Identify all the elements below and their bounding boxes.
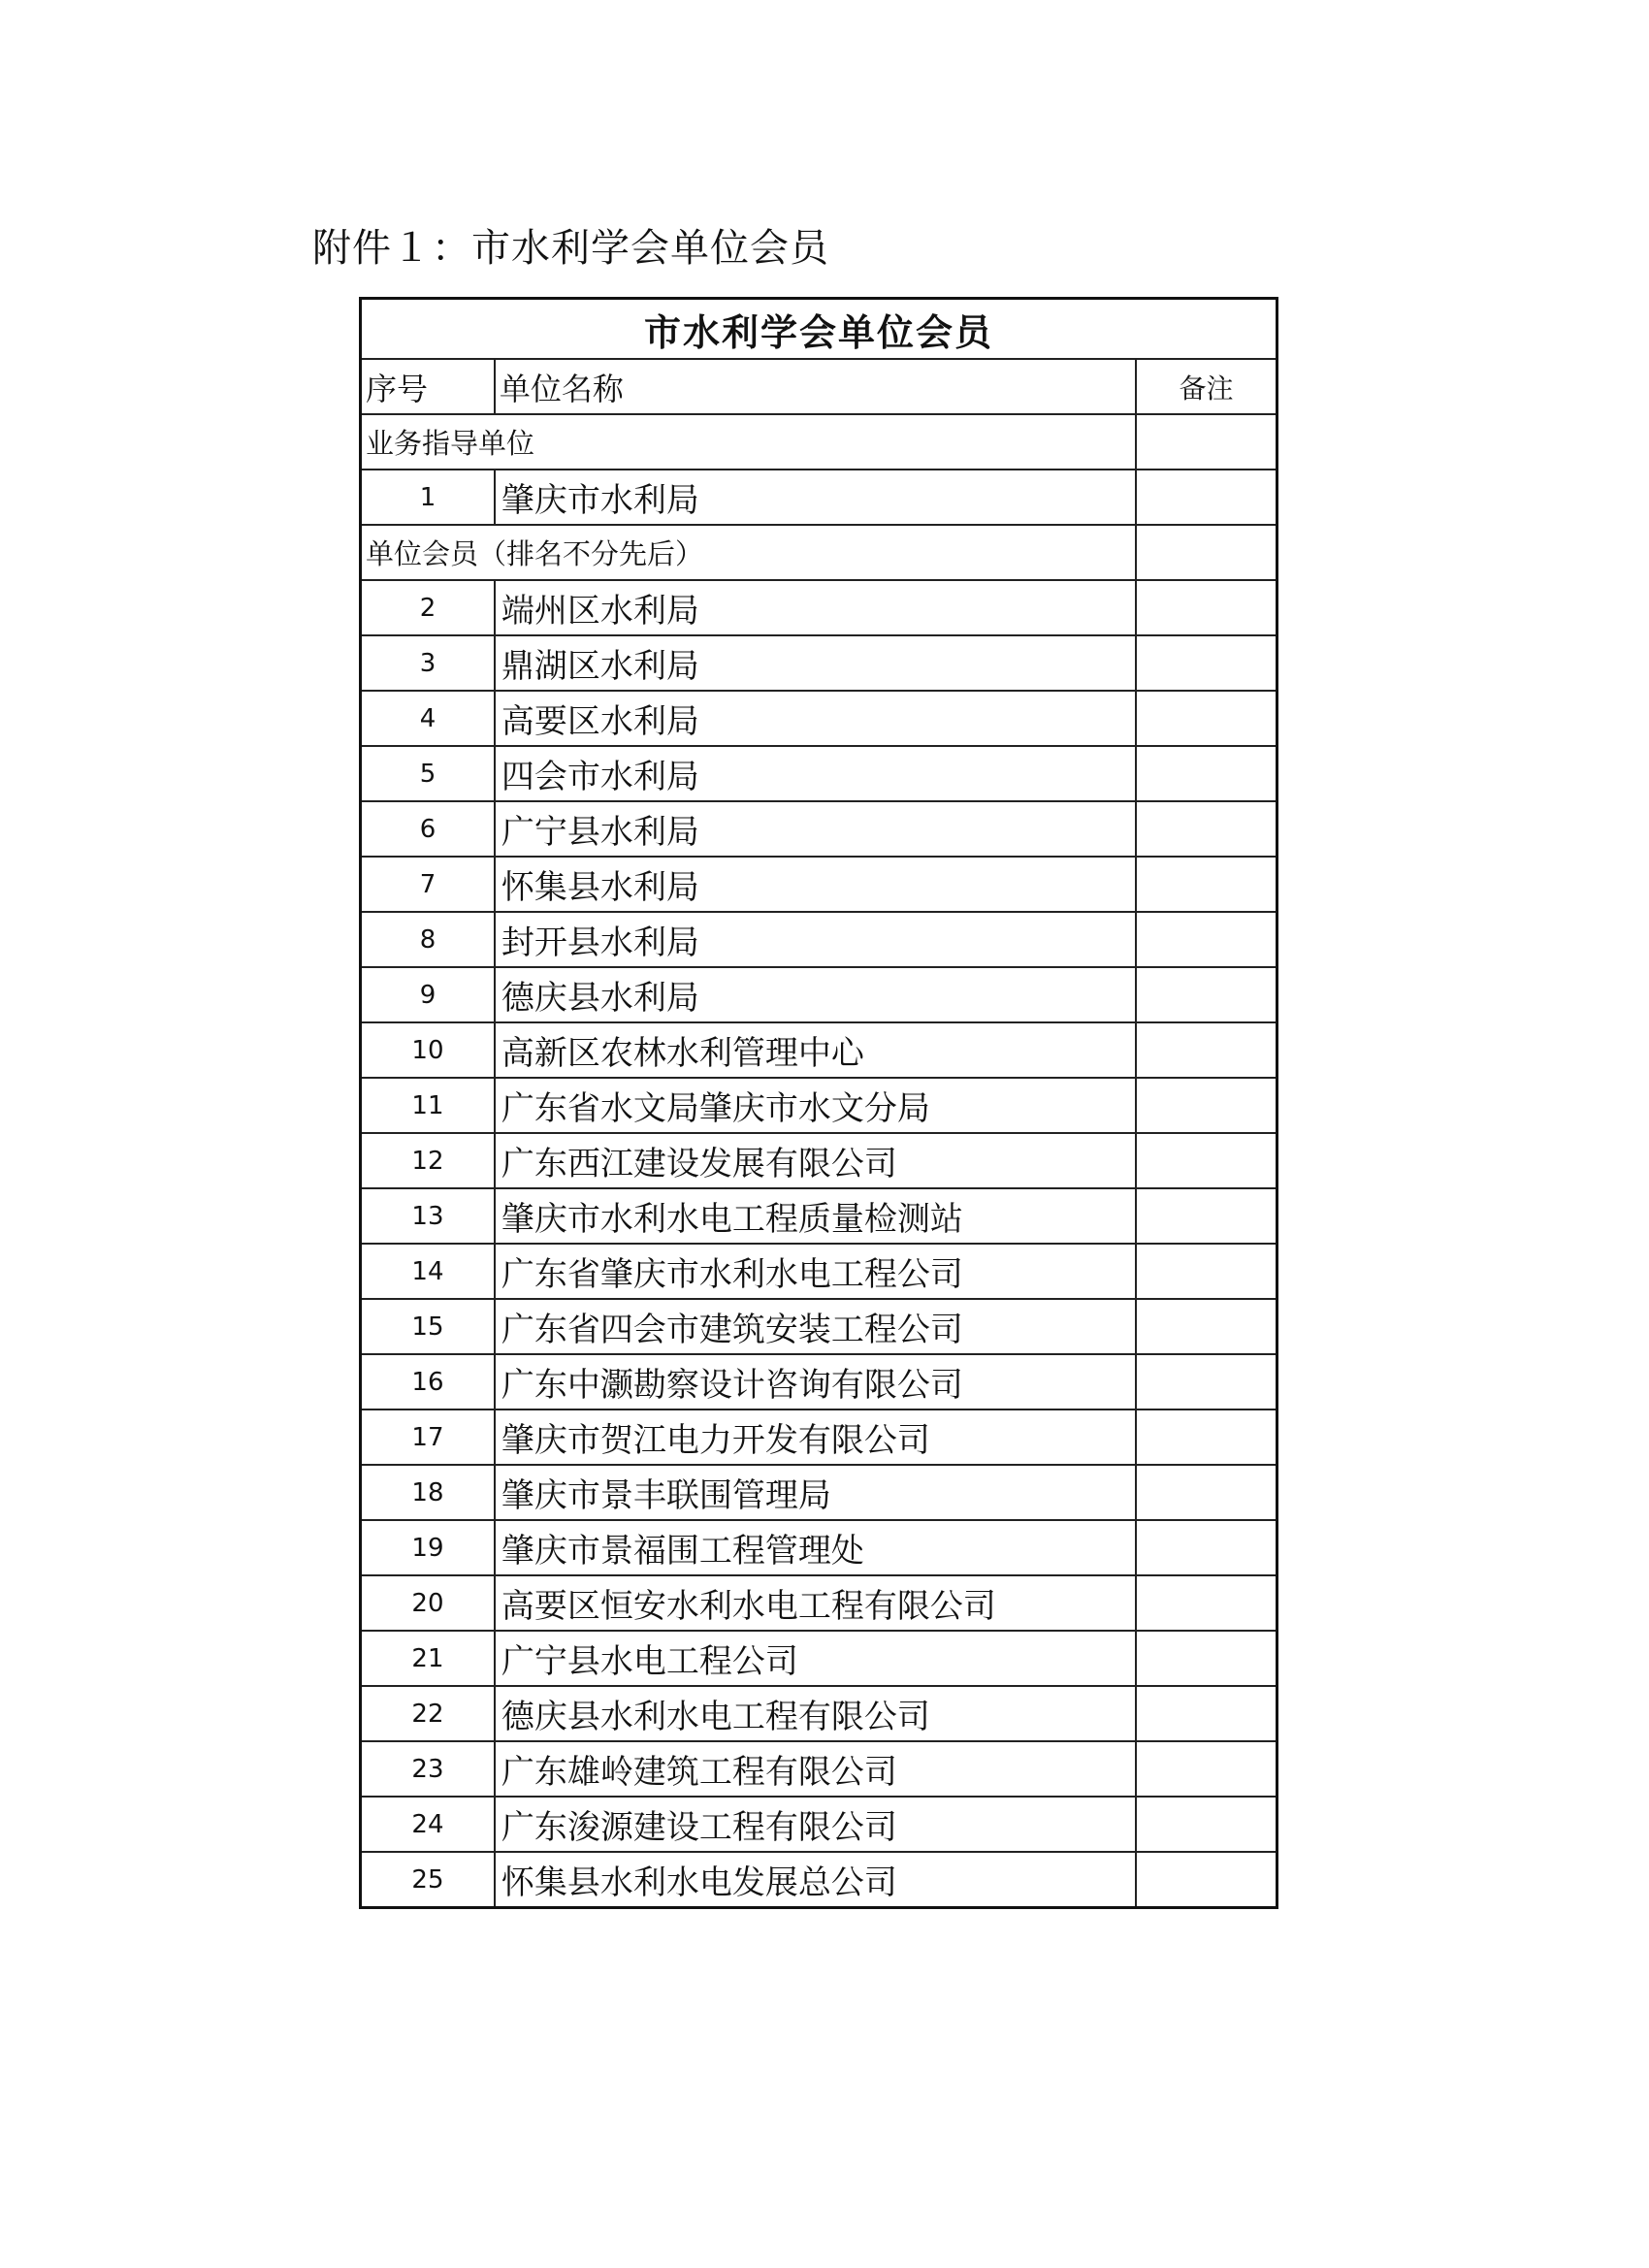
row-note (1136, 912, 1277, 967)
unit-name: 广东省水文局肇庆市水文分局 (495, 1078, 1136, 1133)
row-note (1136, 470, 1277, 525)
row-number: 25 (361, 1852, 495, 1908)
row-number: 18 (361, 1465, 495, 1520)
row-note (1136, 857, 1277, 912)
row-note (1136, 1465, 1277, 1520)
row-number: 5 (361, 746, 495, 801)
table-row (361, 580, 1277, 635)
row-number: 21 (361, 1631, 495, 1686)
row-number: 15 (361, 1299, 495, 1354)
row-number: 4 (361, 691, 495, 746)
table-row (361, 635, 1277, 691)
row-note (1136, 746, 1277, 801)
row-note (1136, 635, 1277, 691)
row-note (1136, 1852, 1277, 1908)
table-row (361, 1852, 1277, 1908)
table-row (361, 967, 1277, 1022)
header-name: 单位名称 (495, 359, 1136, 414)
section-guidance-note (1136, 414, 1277, 470)
unit-name: 德庆县水利水电工程有限公司 (495, 1686, 1136, 1741)
unit-name: 肇庆市水利局 (495, 470, 1136, 525)
row-note (1136, 1022, 1277, 1078)
row-number: 2 (361, 580, 495, 635)
unit-name: 广东西江建设发展有限公司 (495, 1133, 1136, 1188)
row-number: 1 (361, 470, 495, 525)
unit-name: 高要区水利局 (495, 691, 1136, 746)
unit-name: 肇庆市贺江电力开发有限公司 (495, 1409, 1136, 1465)
section-members-note (1136, 525, 1277, 580)
row-number: 11 (361, 1078, 495, 1133)
row-note (1136, 1686, 1277, 1741)
row-number: 22 (361, 1686, 495, 1741)
unit-name: 高要区恒安水利水电工程有限公司 (495, 1575, 1136, 1631)
table-row (361, 1631, 1277, 1686)
table-row (361, 912, 1277, 967)
table-row (361, 1686, 1277, 1741)
unit-name: 怀集县水利局 (495, 857, 1136, 912)
unit-name: 端州区水利局 (495, 580, 1136, 635)
unit-name: 肇庆市景丰联围管理局 (495, 1465, 1136, 1520)
unit-name: 四会市水利局 (495, 746, 1136, 801)
row-number: 24 (361, 1797, 495, 1852)
row-number: 6 (361, 801, 495, 857)
row-note (1136, 1409, 1277, 1465)
table-row (361, 1022, 1277, 1078)
section-guidance-label: 业务指导单位 (361, 414, 1137, 470)
table-header-row (361, 359, 1277, 414)
row-note (1136, 967, 1277, 1022)
table-row (361, 691, 1277, 746)
table-row (361, 1741, 1277, 1797)
table-row (361, 801, 1277, 857)
row-note (1136, 1354, 1277, 1409)
unit-name: 封开县水利局 (495, 912, 1136, 967)
row-number: 9 (361, 967, 495, 1022)
unit-name: 广东省肇庆市水利水电工程公司 (495, 1244, 1136, 1299)
table-row (361, 746, 1277, 801)
section-row-members (361, 525, 1277, 580)
row-number: 10 (361, 1022, 495, 1078)
row-number: 23 (361, 1741, 495, 1797)
unit-name: 广东浚源建设工程有限公司 (495, 1797, 1136, 1852)
unit-name: 广东雄岭建筑工程有限公司 (495, 1741, 1136, 1797)
table-title-row (361, 299, 1277, 360)
table-row (361, 1188, 1277, 1244)
row-number: 14 (361, 1244, 495, 1299)
row-note (1136, 1244, 1277, 1299)
table-row (361, 1354, 1277, 1409)
page-heading: 附件１：市水利学会单位会员 (312, 226, 829, 271)
row-note (1136, 1741, 1277, 1797)
table-row (361, 1244, 1277, 1299)
row-note (1136, 580, 1277, 635)
table-row (361, 1575, 1277, 1631)
row-note (1136, 1797, 1277, 1852)
table-title: 市水利学会单位会员 (361, 299, 1277, 360)
row-note (1136, 1188, 1277, 1244)
row-note (1136, 801, 1277, 857)
row-number: 12 (361, 1133, 495, 1188)
unit-name: 鼎湖区水利局 (495, 635, 1136, 691)
row-number: 20 (361, 1575, 495, 1631)
row-note (1136, 1520, 1277, 1575)
table-row (361, 470, 1277, 525)
row-number: 7 (361, 857, 495, 912)
row-note (1136, 1575, 1277, 1631)
row-number: 13 (361, 1188, 495, 1244)
unit-name: 肇庆市景福围工程管理处 (495, 1520, 1136, 1575)
unit-name: 高新区农林水利管理中心 (495, 1022, 1136, 1078)
unit-name: 广东中灏勘察设计咨询有限公司 (495, 1354, 1136, 1409)
row-number: 17 (361, 1409, 495, 1465)
row-note (1136, 691, 1277, 746)
table-row (361, 1465, 1277, 1520)
unit-name: 德庆县水利局 (495, 967, 1136, 1022)
unit-name: 广宁县水电工程公司 (495, 1631, 1136, 1686)
table-row (361, 1409, 1277, 1465)
header-note: 备注 (1136, 359, 1277, 414)
row-number: 3 (361, 635, 495, 691)
table-row (361, 1797, 1277, 1852)
member-table (359, 297, 1278, 1909)
row-number: 19 (361, 1520, 495, 1575)
section-row-guidance (361, 414, 1277, 470)
unit-name: 肇庆市水利水电工程质量检测站 (495, 1188, 1136, 1244)
row-number: 16 (361, 1354, 495, 1409)
table-row (361, 1520, 1277, 1575)
unit-name: 怀集县水利水电发展总公司 (495, 1852, 1136, 1908)
row-note (1136, 1631, 1277, 1686)
header-no: 序号 (361, 359, 495, 414)
table-row (361, 1078, 1277, 1133)
row-number: 8 (361, 912, 495, 967)
unit-name: 广宁县水利局 (495, 801, 1136, 857)
row-note (1136, 1299, 1277, 1354)
section-members-label: 单位会员（排名不分先后） (361, 525, 1137, 580)
row-note (1136, 1133, 1277, 1188)
row-note (1136, 1078, 1277, 1133)
unit-name: 广东省四会市建筑安装工程公司 (495, 1299, 1136, 1354)
table-row (361, 1133, 1277, 1188)
table-row (361, 1299, 1277, 1354)
table-row (361, 857, 1277, 912)
